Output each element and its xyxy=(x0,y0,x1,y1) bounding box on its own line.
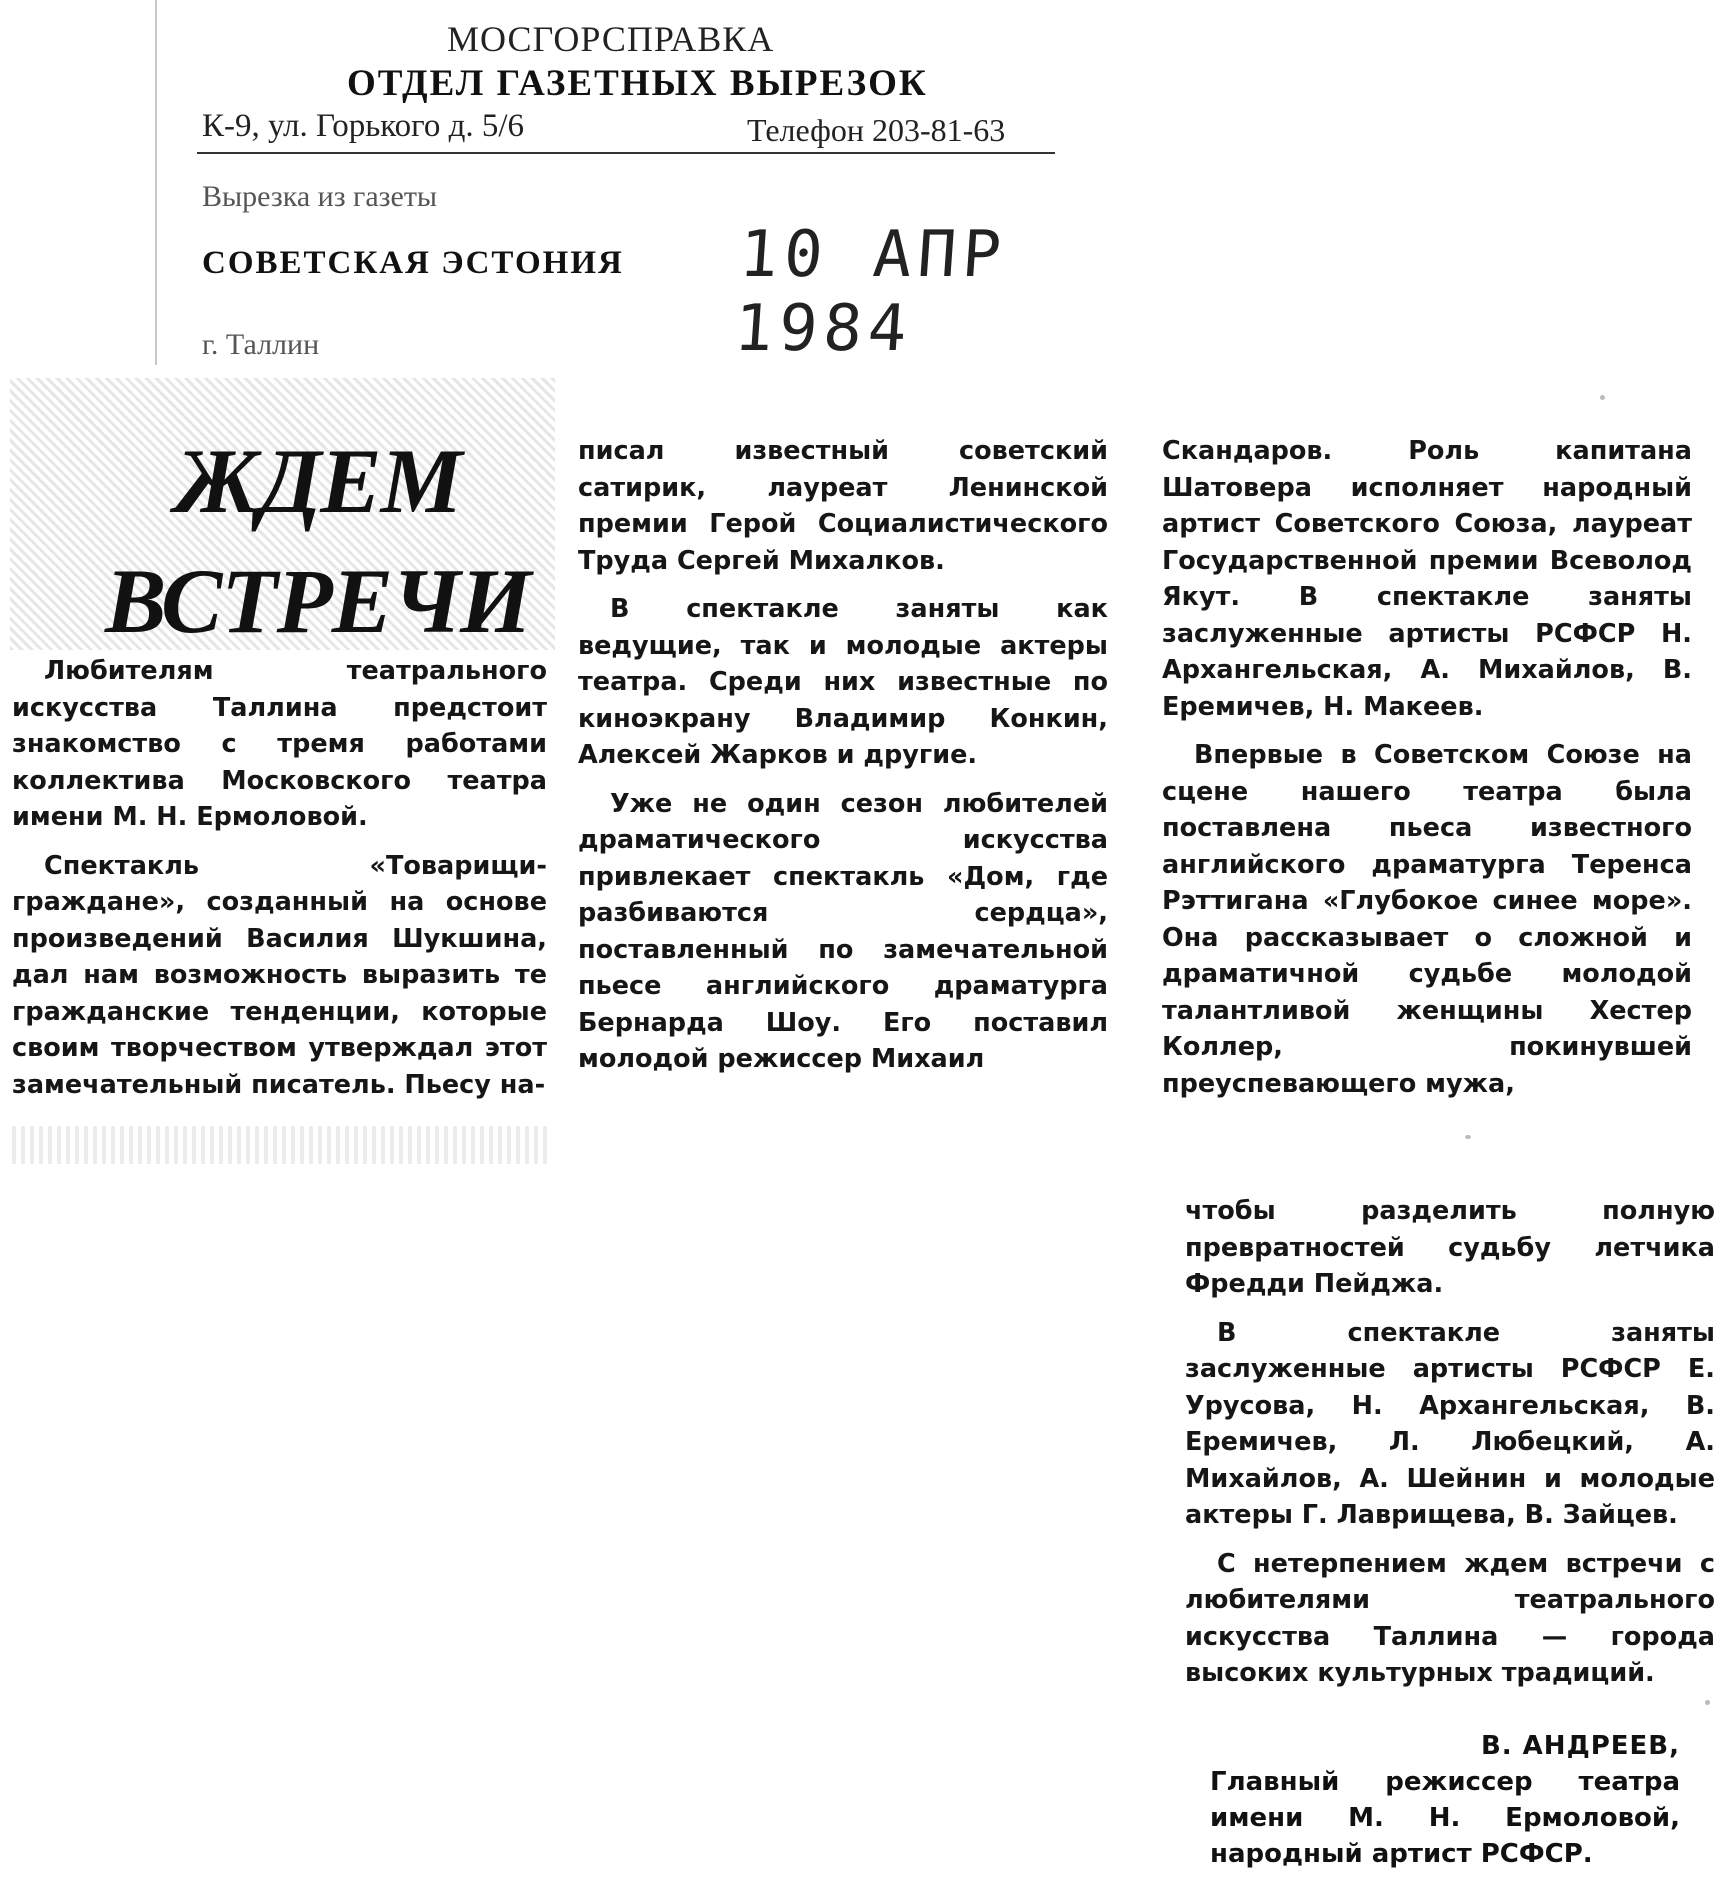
paragraph: В спектакле заняты заслуженные артисты РСФСР Е. Урусова, Н. Архангельская, В. Еремичев, Л. Любецкий, А. Михайлов, А. Шейнин и молодые актеры Г. Лаврищева, В. Зайцев. xyxy=(1185,1317,1715,1530)
article-column-3 xyxy=(1162,433,1692,1114)
paragraph: Впервые в Советском Союзе на сцене нашего театра была поставлена пьеса известного английского драматурга Теренса Рэттигана «Глубокое синее море». Она рассказывает о сложной и драматичной судьбе молодой талантливой женщины Хестер Коллер, покинувшей преуспевающего мужа, xyxy=(1162,740,1692,1099)
author-signature xyxy=(1210,1728,1680,1872)
paragraph: С нетерпением ждем встречи с любителями театрального искусства Таллина — города высоких культурных традиций. xyxy=(1185,1548,1715,1688)
paragraph: писал известный советский сатирик, лауреат Ленинской премии Герой Социалистического Труда Сергей Михалков. xyxy=(578,436,1108,576)
scan-speck xyxy=(1705,1700,1710,1705)
scan-speck xyxy=(1600,395,1605,400)
author-name: В. АНДРЕЕВ, xyxy=(1480,1731,1680,1761)
paragraph: Любителям театрального искусства Таллина предстоит знакомство с тремя работами коллектива Московского театра имени М. Н. Ермоловой. xyxy=(12,656,547,832)
scan-speck xyxy=(1465,1135,1471,1139)
stamp-cut-from-label: Вырезка из газеты xyxy=(202,180,438,213)
headline-block xyxy=(10,378,555,650)
stamp-newspaper-name: СОВЕТСКАЯ ЭСТОНИЯ xyxy=(202,245,624,281)
stamp-divider xyxy=(197,152,1055,154)
article-column-4 xyxy=(1185,1193,1715,1704)
newspaper-clipping xyxy=(0,378,1733,1887)
torn-edge xyxy=(12,1126,547,1164)
paragraph: В спектакле заняты как ведущие, так и молодые актеры театра. Среди них известные по киноэкрану Владимир Конкин, Алексей Жарков и другие. xyxy=(578,594,1108,770)
article-column-2 xyxy=(578,433,1108,1090)
paragraph: Уже не один сезон любителей драматического искусства привлекает спектакль «Дом, где разбиваются сердца», поставленный по замечательной пьесе английского драматурга Бернарда Шоу. Его поставил молодой режиссер Михаил xyxy=(578,788,1108,1074)
stamp-department: ОТДЕЛ ГАЗЕТНЫХ ВЫРЕЗОК xyxy=(347,63,928,104)
headline-line-1: ЖДЕМ xyxy=(175,430,462,532)
stamp-org-name: МОСГОРСПРАВКА xyxy=(447,19,775,59)
article-column-1 xyxy=(12,653,547,1115)
paragraph: чтобы разделить полную превратностей судьбу летчика Фредди Пейджа. xyxy=(1185,1196,1715,1299)
stamp-phone: Телефон 203-81-63 xyxy=(747,112,1006,148)
stamp-city: г. Таллин xyxy=(202,328,320,361)
stamp-date: 10 АПР 1984 xyxy=(731,218,1010,366)
author-role: Главный режиссер театра имени М. Н. Ермоловой, народный артист РСФСР. xyxy=(1210,1767,1680,1869)
paragraph: Скандаров. Роль капитана Шатовера исполняет народный артист Советского Союза, лауреат Государственной премии Всеволод Якут. В спектакле заняты заслуженные артисты РСФСР Н. Архангельская, А. Михайлов, В. Еремичев, Н. Макеев. xyxy=(1162,436,1692,722)
stamp-address: К-9, ул. Горького д. 5/6 xyxy=(202,108,525,144)
paragraph: Спектакль «Товарищи-граждане», созданный на основе произведений Василия Шукшина, дал нам возможность выразить те гражданские тенденции, которые своим творчеством утверждал этот замечательный писатель. Пьесу на- xyxy=(12,850,547,1100)
headline-line-2: ВСТРЕЧИ xyxy=(105,550,531,652)
clipping-service-stamp xyxy=(155,0,1112,365)
